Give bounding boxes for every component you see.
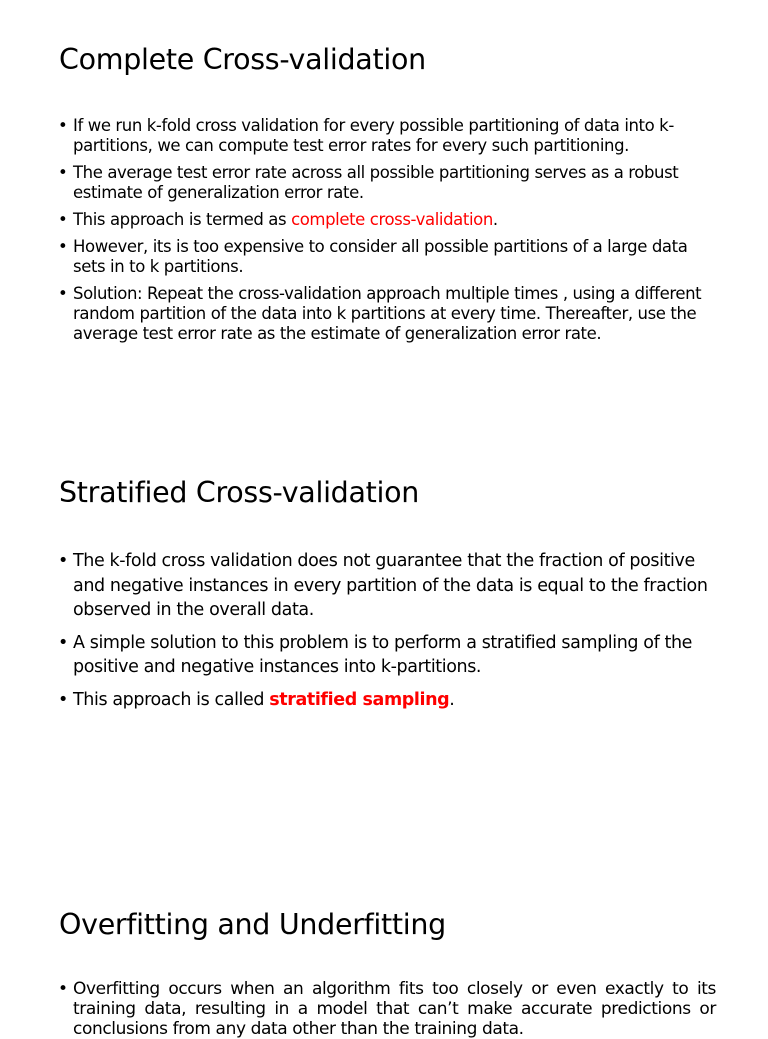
bullet-text: The average test error rate across all possible partitioning serves as a robust estimate of generalization error rate. [73, 163, 679, 202]
bullet-text: The k-fold cross validation does not guarantee that the fraction of positive and negative instances in every partition of the data is equal to the fraction observed in the overall data. [73, 551, 708, 620]
bullet-item [58, 163, 716, 203]
bullet-text: This approach is called [73, 689, 270, 710]
slide-title: Complete Cross-validation [59, 43, 426, 76]
bullet-text: This approach is termed as [73, 210, 292, 229]
bullet-text: . [492, 210, 498, 229]
bullet-text: However, its is too expensive to consider all possible partitions of a large data sets in to k partitions. [73, 237, 688, 276]
slide-stratified-cross-validation [0, 432, 768, 852]
bullet-item [58, 631, 716, 680]
bullet-list [58, 116, 716, 351]
bullet-item [58, 210, 716, 230]
highlighted-term: stratified sampling [269, 689, 450, 710]
bullet-item [58, 284, 716, 344]
bullet-item [58, 116, 716, 156]
bullet-item [58, 237, 716, 277]
bullet-list [58, 549, 716, 720]
slide-overfitting-underfitting [0, 862, 768, 1039]
highlighted-term: complete cross-validation [291, 210, 493, 229]
slide-title: Overfitting and Underfitting [59, 908, 446, 941]
bullet-text: . [449, 689, 455, 710]
bullet-item [58, 549, 716, 623]
bullet-item [58, 979, 716, 1039]
bullet-text: Overfitting occurs when an algorithm fits too closely or even exactly to its training data, resulting in a model that can’t make accurate predictions or conclusions from any data other than the training data. [73, 979, 716, 1039]
bullet-list [58, 979, 716, 1039]
bullet-text: Solution: Repeat the cross-validation approach multiple times , using a different random partition of the data into k partitions at every time. Thereafter, use the average test error rate as the estimate of generalization error rate. [73, 284, 702, 343]
bullet-item [58, 688, 716, 713]
slide-title: Stratified Cross-validation [59, 476, 420, 509]
slide-complete-cross-validation [0, 0, 768, 420]
bullet-text: If we run k-fold cross validation for every possible partitioning of data into k-partitions, we can compute test error rates for every such partitioning. [73, 116, 674, 155]
bullet-text: A simple solution to this problem is to perform a stratified sampling of the positive and negative instances into k-partitions. [73, 632, 693, 677]
